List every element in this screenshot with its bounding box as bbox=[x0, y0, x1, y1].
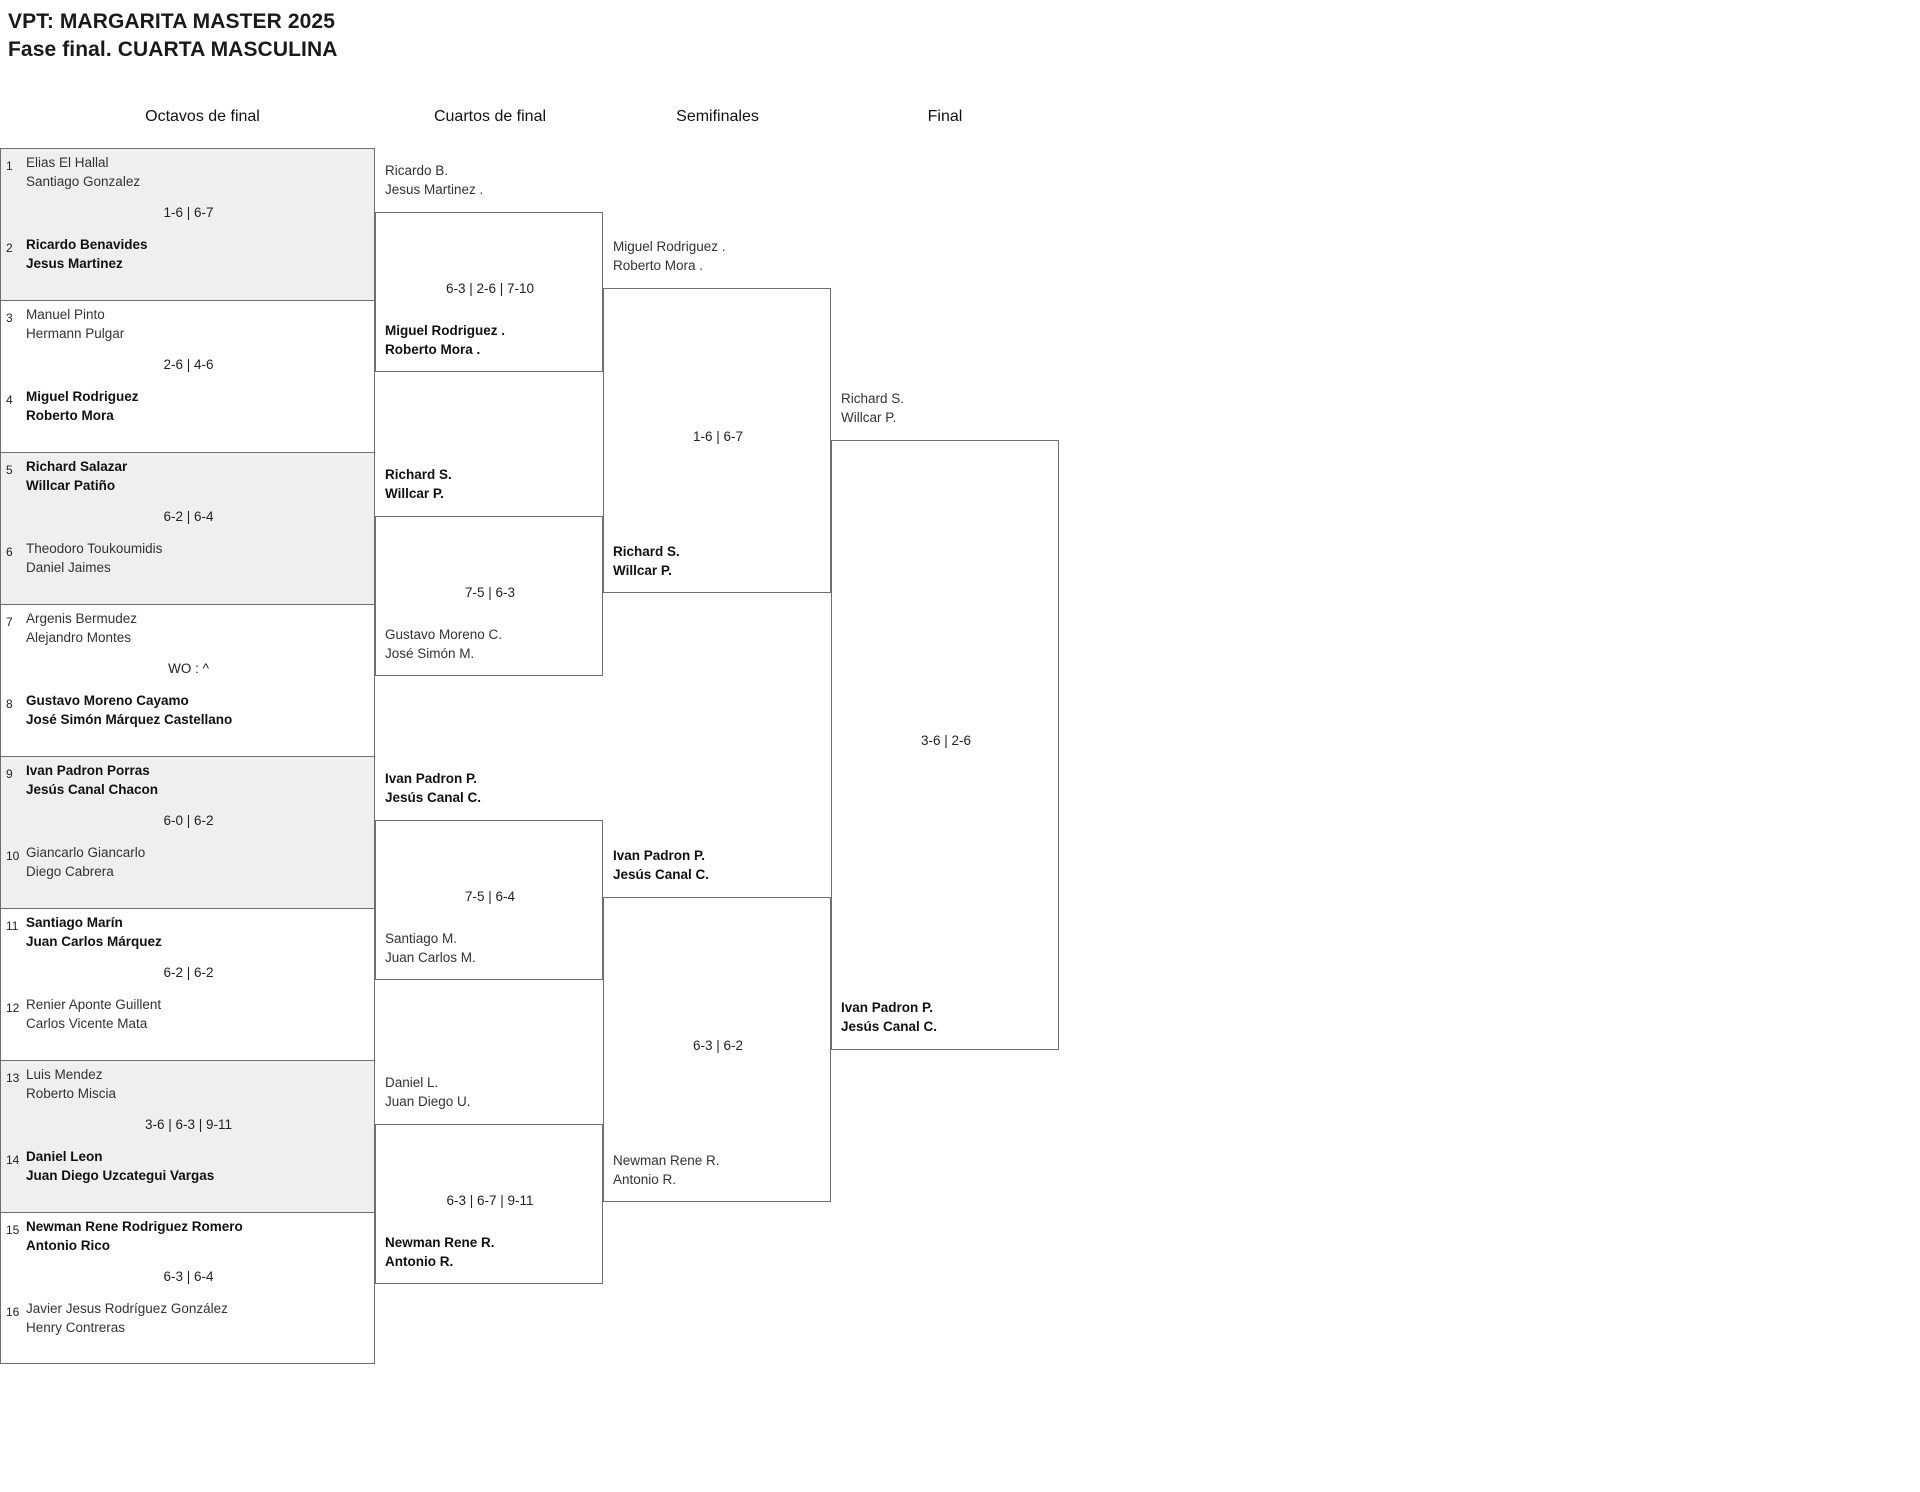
player-name: Diego Cabrera bbox=[26, 864, 114, 880]
player-name: Miguel Rodriguez . bbox=[613, 239, 726, 254]
seed-number: 4 bbox=[6, 393, 13, 407]
player-name: Jesus Martinez . bbox=[385, 182, 484, 198]
r16-team-top bbox=[26, 153, 140, 191]
player-name: Javier Jesus Rodríguez González bbox=[26, 1301, 228, 1316]
final-match[interactable] bbox=[831, 391, 1059, 1050]
seed-number: 7 bbox=[6, 615, 13, 629]
title-line-2: Fase final. CUARTA MASCULINA bbox=[8, 37, 338, 61]
player-name: Renier Aponte Guillent bbox=[26, 997, 162, 1012]
match-score: 6-3 | 2-6 | 7-10 bbox=[445, 281, 535, 296]
player-name: Daniel Leon bbox=[26, 1149, 103, 1164]
player-name: Argenis Bermudez bbox=[26, 611, 138, 626]
player-name: Juan Carlos M. bbox=[385, 950, 476, 966]
r16-team-bottom bbox=[26, 691, 232, 729]
player-name: Roberto Mora bbox=[26, 408, 114, 424]
r16-team-top bbox=[26, 1065, 116, 1103]
seed-number: 15 bbox=[6, 1223, 20, 1237]
player-name: Gustavo Moreno C. bbox=[385, 627, 503, 642]
player-name: Newman Rene R. bbox=[385, 1235, 495, 1250]
round-header-octavos: Octavos de final bbox=[145, 108, 260, 125]
player-name: Richard S. bbox=[841, 391, 905, 406]
qf-team-bottom bbox=[385, 321, 505, 359]
r16-team-bottom bbox=[26, 1147, 214, 1185]
player-name: Ivan Padron P. bbox=[841, 1000, 934, 1015]
qf-team-bottom bbox=[385, 1233, 495, 1271]
player-name: Jesús Canal C. bbox=[613, 867, 710, 883]
match-score: 6-3 | 6-7 | 9-11 bbox=[446, 1193, 534, 1208]
r16-team-top bbox=[26, 609, 137, 647]
player-name: Santiago Marín bbox=[26, 915, 123, 930]
player-name: Alejandro Montes bbox=[26, 630, 132, 646]
player-name: José Simón M. bbox=[385, 646, 475, 662]
r16-match-7[interactable] bbox=[0, 1060, 375, 1212]
player-name: Jesús Canal Chacon bbox=[26, 782, 159, 798]
r16-team-top bbox=[26, 913, 162, 951]
qf-team-top bbox=[385, 1073, 471, 1111]
player-name: Richard Salazar bbox=[26, 459, 128, 474]
sf-team-bottom bbox=[613, 1151, 720, 1189]
qf-team-top bbox=[385, 769, 481, 807]
match-score: WO : ^ bbox=[168, 661, 209, 676]
player-name: Jesus Martinez bbox=[26, 256, 123, 272]
round-header-cuartos: Cuartos de final bbox=[433, 108, 547, 125]
player-name: Willcar P. bbox=[841, 410, 897, 426]
player-name: Juan Diego Uzcategui Vargas bbox=[26, 1168, 215, 1184]
match-score: 6-3 | 6-2 bbox=[692, 1038, 744, 1053]
qf-team-bottom bbox=[385, 625, 502, 663]
seed-number: 13 bbox=[6, 1071, 20, 1085]
player-name: Richard S. bbox=[613, 544, 680, 559]
r16-team-top bbox=[26, 761, 158, 799]
match-score: 6-3 | 6-4 bbox=[163, 1269, 214, 1284]
r16-match-8[interactable] bbox=[0, 1212, 375, 1364]
player-name: Hermann Pulgar bbox=[26, 326, 125, 342]
match-score: 1-6 | 6-7 bbox=[692, 429, 744, 444]
player-name: Theodoro Toukoumidis bbox=[26, 541, 163, 556]
final-team-top bbox=[841, 389, 904, 427]
player-name: Antonio Rico bbox=[26, 1238, 110, 1254]
seed-number: 16 bbox=[6, 1305, 20, 1319]
player-name: Elias El Hallal bbox=[26, 155, 109, 170]
qf-match-3[interactable] bbox=[375, 771, 603, 980]
player-name: Santiago Gonzalez bbox=[26, 174, 141, 190]
player-name: Juan Diego U. bbox=[385, 1094, 471, 1110]
player-name: Giancarlo Giancarlo bbox=[26, 845, 146, 860]
seed-number: 9 bbox=[6, 767, 13, 781]
player-name: Newman Rene R. bbox=[613, 1153, 720, 1168]
r16-team-bottom bbox=[26, 843, 145, 881]
player-name: Ricardo B. bbox=[385, 163, 449, 178]
seed-number: 11 bbox=[6, 919, 19, 933]
seed-number: 8 bbox=[6, 697, 13, 711]
player-name: Richard S. bbox=[385, 467, 452, 482]
r16-team-bottom bbox=[26, 387, 139, 425]
match-score: 6-2 | 6-4 bbox=[163, 509, 214, 524]
r16-match-3[interactable] bbox=[0, 452, 375, 604]
r16-match-6[interactable] bbox=[0, 908, 375, 1060]
qf-team-top bbox=[385, 161, 483, 199]
round-of-16-column bbox=[0, 148, 375, 1364]
seed-number: 5 bbox=[6, 463, 13, 477]
match-score: 7-5 | 6-4 bbox=[464, 889, 516, 904]
player-name: Jesús Canal C. bbox=[841, 1019, 938, 1035]
player-name: Henry Contreras bbox=[26, 1320, 126, 1336]
round-header-semifinales: Semifinales bbox=[676, 108, 759, 125]
sf-team-top bbox=[613, 846, 709, 884]
match-score: 6-0 | 6-2 bbox=[163, 813, 214, 828]
player-name: Willcar P. bbox=[613, 563, 672, 579]
round-header-final: Final bbox=[927, 108, 963, 125]
qf-match-2[interactable] bbox=[375, 467, 603, 676]
player-name: Ivan Padron Porras bbox=[26, 763, 150, 778]
player-name: Miguel Rodriguez bbox=[26, 389, 139, 404]
r16-team-bottom bbox=[26, 995, 161, 1033]
seed-number: 10 bbox=[6, 849, 20, 863]
seed-number: 6 bbox=[6, 545, 13, 559]
r16-match-2[interactable] bbox=[0, 300, 375, 452]
final-team-bottom bbox=[841, 998, 937, 1036]
seed-number: 3 bbox=[6, 311, 13, 325]
player-name: Daniel Jaimes bbox=[26, 560, 111, 576]
player-name: Luis Mendez bbox=[26, 1067, 103, 1082]
player-name: Roberto Mora . bbox=[613, 258, 704, 274]
player-name: Willcar P. bbox=[385, 486, 444, 502]
player-name: Carlos Vicente Mata bbox=[26, 1016, 148, 1032]
r16-match-4[interactable] bbox=[0, 604, 375, 756]
match-score: 3-6 | 2-6 bbox=[920, 733, 972, 748]
r16-team-bottom bbox=[26, 235, 148, 273]
sf-match-1[interactable] bbox=[603, 239, 831, 593]
player-name: Manuel Pinto bbox=[26, 307, 105, 322]
r16-match-1[interactable] bbox=[0, 148, 375, 300]
player-name: Santiago M. bbox=[385, 931, 458, 946]
qf-team-top bbox=[385, 465, 452, 503]
match-score: 3-6 | 6-3 | 9-11 bbox=[144, 1117, 233, 1132]
player-name: Juan Carlos Márquez bbox=[26, 934, 162, 950]
player-name: Newman Rene Rodriguez Romero bbox=[26, 1219, 243, 1234]
r16-match-5[interactable] bbox=[0, 756, 375, 908]
player-name: Antonio R. bbox=[613, 1172, 677, 1188]
match-score: 6-2 | 6-2 bbox=[163, 965, 214, 980]
match-score: 2-6 | 4-6 bbox=[163, 357, 214, 372]
qf-team-bottom bbox=[385, 929, 476, 967]
player-name: Jesús Canal C. bbox=[385, 790, 482, 806]
title-line-1: VPT: MARGARITA MASTER 2025 bbox=[8, 10, 335, 33]
player-name: José Simón Márquez Castellano bbox=[26, 712, 233, 728]
match-score: 7-5 | 6-3 bbox=[464, 585, 516, 600]
seed-number: 12 bbox=[6, 1001, 20, 1015]
player-name: Roberto Mora . bbox=[385, 342, 481, 358]
player-name: Ricardo Benavides bbox=[26, 237, 148, 252]
player-name: Miguel Rodriguez . bbox=[385, 323, 505, 338]
r16-team-bottom bbox=[26, 1299, 228, 1337]
match-score: 1-6 | 6-7 bbox=[163, 205, 214, 220]
qf-match-4[interactable] bbox=[375, 1075, 603, 1284]
seed-number: 14 bbox=[6, 1153, 20, 1167]
player-name: Ivan Padron P. bbox=[385, 771, 478, 786]
qf-match-1[interactable] bbox=[375, 163, 603, 372]
r16-team-top bbox=[26, 457, 127, 495]
player-name: Willcar Patiño bbox=[26, 478, 116, 494]
sf-team-top bbox=[613, 237, 726, 275]
r16-team-top bbox=[26, 305, 124, 343]
sf-team-bottom bbox=[613, 542, 680, 580]
player-name: Roberto Miscia bbox=[26, 1086, 117, 1102]
player-name: Gustavo Moreno Cayamo bbox=[26, 693, 189, 708]
sf-match-2[interactable] bbox=[603, 848, 831, 1202]
seed-number: 2 bbox=[6, 241, 13, 255]
r16-team-top bbox=[26, 1217, 243, 1255]
seed-number: 1 bbox=[6, 159, 13, 173]
player-name: Daniel L. bbox=[385, 1075, 439, 1090]
r16-team-bottom bbox=[26, 539, 162, 577]
player-name: Antonio R. bbox=[385, 1254, 454, 1270]
player-name: Ivan Padron P. bbox=[613, 848, 706, 863]
